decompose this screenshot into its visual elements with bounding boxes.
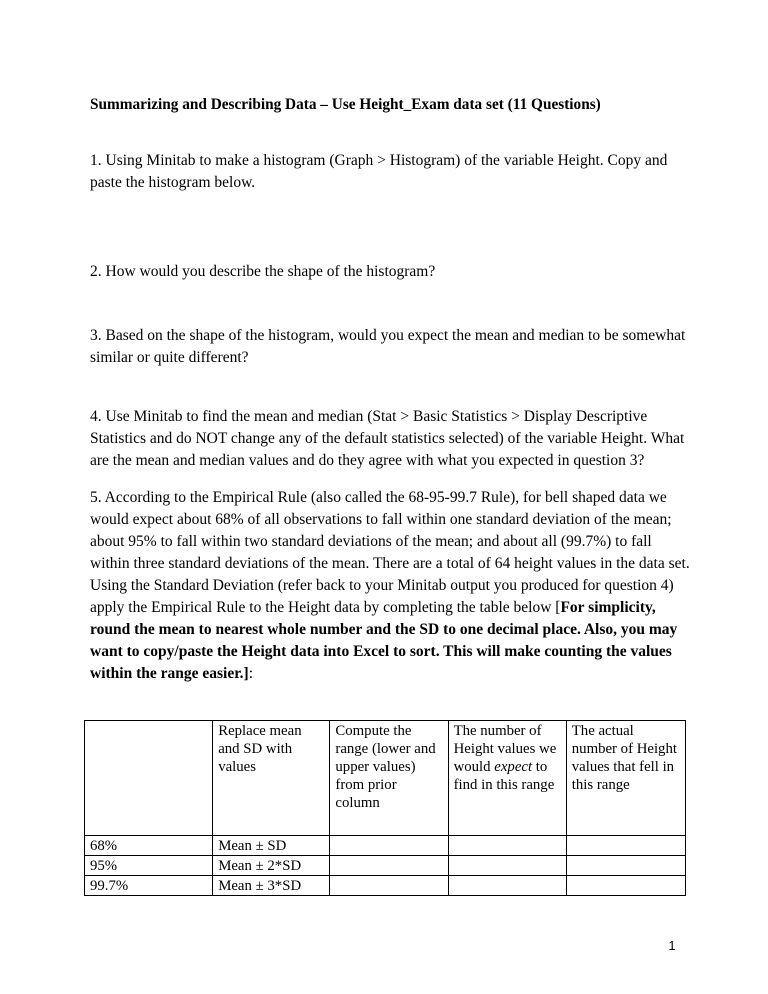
table-cell-expected-input[interactable] — [448, 836, 566, 856]
table-header-range: Compute the range (lower and upper values) from prior column — [330, 721, 448, 836]
question-1: 1. Using Minitab to make a histogram (Graph > Histogram) of the variable Height. Copy and paste the histogram below. — [90, 152, 668, 191]
table-header-actual: The actual number of Height values that fell in this range — [566, 721, 685, 836]
question-4: 4. Use Minitab to find the mean and median (Stat > Basic Statistics > Display Descriptive Statistics and do NOT change any of the default statistics selected) of the variable Height. What are the mean and median values and do they agree with what you expected in question 3? — [90, 408, 685, 469]
table-cell-expected-input[interactable] — [448, 856, 566, 876]
table-cell-range-input[interactable] — [330, 876, 448, 896]
table-cell-range-input[interactable] — [330, 836, 448, 856]
table-cell-range-input[interactable] — [330, 856, 448, 876]
table-row — [85, 876, 686, 896]
table-header-row — [85, 721, 686, 836]
question-5 — [90, 487, 690, 685]
table-cell-percent: 95% — [85, 856, 213, 876]
table-row — [85, 836, 686, 856]
table-cell-formula: Mean ± 2*SD — [213, 856, 330, 876]
table-header-expected-em: expect — [494, 759, 533, 775]
table-cell-actual-input[interactable] — [566, 836, 685, 856]
question-5-bold-instructions: For simplicity, round the mean to nearest whole number and the SD to one decimal place. Also, you may want to copy/paste the Height data into Excel to sort. This will make counting the values within the range easier.] — [90, 599, 678, 682]
table-cell-actual-input[interactable] — [566, 856, 685, 876]
table-header-expected-b: to find in this range — [453, 759, 555, 793]
table-cell-formula: Mean ± SD — [213, 836, 330, 856]
empirical-rule-table — [84, 720, 686, 896]
question-5-text: 5. According to the Empirical Rule (also called the 68-95-99.7 Rule), for bell shaped data we would expect about 68% of all observations to fall within one standard deviation of the mean; about 95% to fall within two standard deviations of the mean; and about all (99.7%) to fall within three standard deviations of the mean. There are a total of 64 height values in the data set. Using the Standard Deviation (refer back to your Minitab output you produced for question 4) apply the Empirical Rule to the Height data by completing the table below [ — [90, 489, 690, 616]
question-2: 2. How would you describe the shape of the histogram? — [90, 263, 436, 280]
table-cell-expected-input[interactable] — [448, 876, 566, 896]
table-cell-percent: 99.7% — [85, 876, 213, 896]
page-title: Summarizing and Describing Data – Use Height_Exam data set (11 Questions) — [90, 96, 601, 113]
table-header-empty — [85, 721, 213, 836]
table-header-replace: Replace mean and SD with values — [213, 721, 330, 836]
table-row — [85, 856, 686, 876]
question-3: 3. Based on the shape of the histogram, would you expect the mean and median to be somewhat similar or quite different? — [90, 327, 686, 366]
question-5-end: : — [248, 665, 254, 682]
table-cell-percent: 68% — [85, 836, 213, 856]
table-cell-formula: Mean ± 3*SD — [213, 876, 330, 896]
table-cell-actual-input[interactable] — [566, 876, 685, 896]
page-number: 1 — [668, 938, 676, 953]
table-header-expected-a: The number of Height values we would — [453, 723, 557, 775]
table-header-expected — [448, 721, 566, 836]
